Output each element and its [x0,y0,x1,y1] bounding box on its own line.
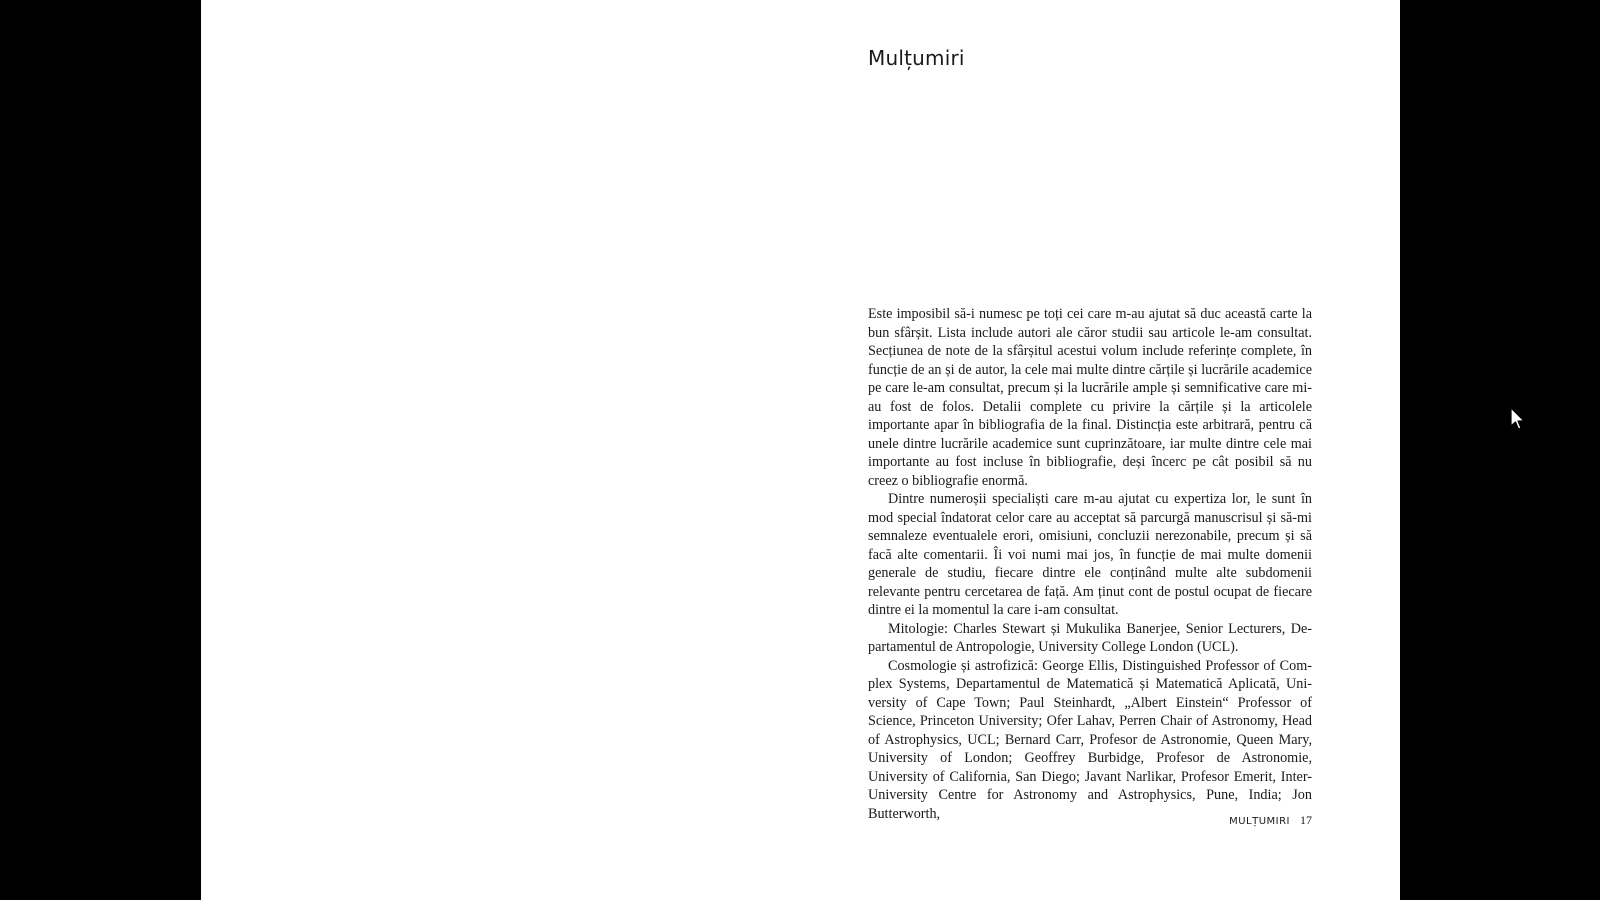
body-text [868,305,1312,823]
left-page-blank [201,0,800,900]
right-page [800,0,1400,900]
page-number: 17 [1300,813,1312,827]
chapter-title: Mulțumiri [868,46,965,70]
mouse-pointer-icon [1510,407,1526,431]
paragraph: Dintre numeroșii specialiști care m-au ajutat cu expertiza lor, le sunt în mod special îndatorat celor care au acceptat să parcurgă manuscrisul și să-mi semnaleze eventualele erori, omisiuni, concluzii nerezonabile, precum și să facă alte comentarii. Îi voi numi mai jos, în funcție de mai multe domenii generale de studiu, fiecare dintre ele conținând multe alte subdomenii relevante pentru cercetarea de față. Am ținut cont de postul ocupat de fiecare dintre ei la momentul la care i-am consultat. [868,491,1312,618]
paragraph: Cosmologie și astrofizică: George Ellis, Distinguished Professor of Complex Systems, Departamentul de Matematică și Matematică Aplicată, University of Cape Town; Paul Steinhardt, „Albert Einstein“ Professor of Science, Princeton University; Ofer Lahav, Perren Chair of Astronomy, Head of Astrophysics, UCL; Bernard Carr, Profesor de Astronomie, Queen Mary, University of London; Geoffrey Burbidge, Profesor de Astronomie, University of California, San Diego; Javant Narlikar, Profesor Emerit, Inter-University Centre for Astronomy and Astrophysics, Pune, India; Jon Butterworth, [868,657,1312,822]
paragraph: Mitologie: Charles Stewart și Mukulika Banerjee, Senior Lecturers, Departamentul de Antropologie, University College London (UCL). [868,620,1312,655]
running-title: MULȚUMIRI [1229,816,1290,827]
running-footer [868,813,1312,828]
book-spread [201,0,1400,900]
paragraph: Este imposibil să-i numesc pe toți cei care m-au ajutat să duc această carte la bun sfârșit. Lista include autori ale căror studii sau articole le-am consultat. Secțiunea de note de la sfârșitul acestui volum include referințe complete, în funcție de an și de autor, la cele mai multe dintre cărțile și lucrările academice pe care le-am consultat, precum și la lucrările ample și semnificative care mi-au fost de folos. Detalii complete cu privire la cărțile și la articolele importante apar în bibliografia de la final. Distincția este arbitrară, pentru că unele dintre lucrările academice sunt cuprinzătoare, iar multe dintre cele mai importante au fost incluse în bibliografie, deși încerc pe cât posibil să nu creez o bibliografie enormă. [868,306,1312,489]
